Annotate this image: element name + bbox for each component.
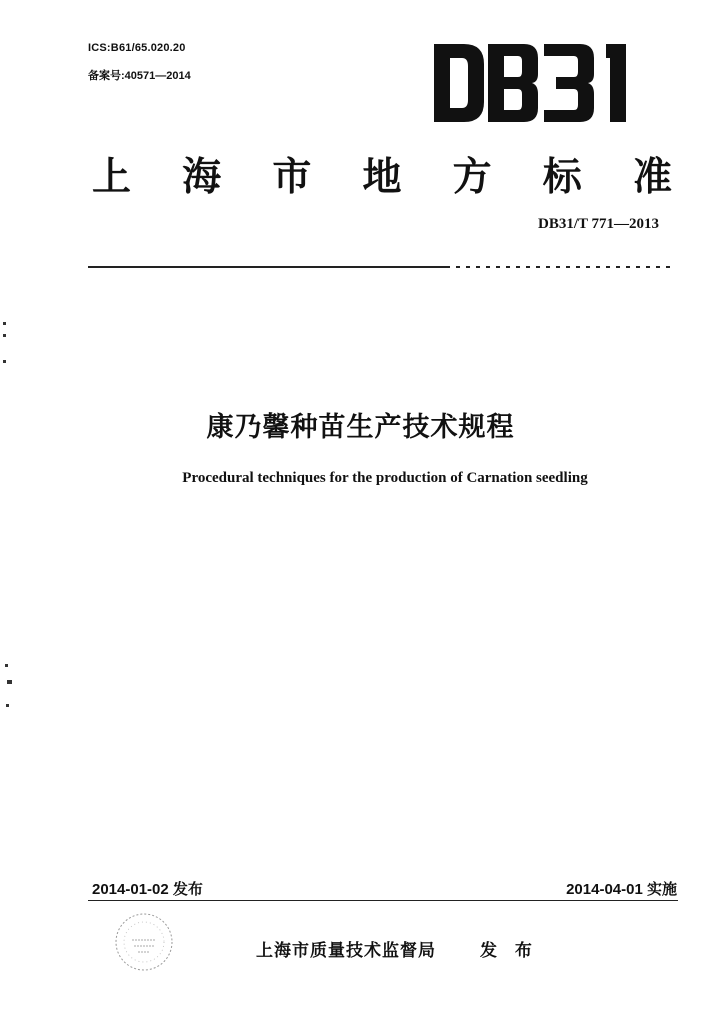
publisher-name: 上海市质量技术监督局 (256, 941, 436, 961)
scan-mark (3, 360, 6, 363)
standard-type-char: 方 (452, 155, 492, 200)
scan-mark (6, 704, 9, 707)
scan-mark (3, 334, 6, 337)
implementation-date: 2014-04-01 实施 (566, 881, 677, 898)
official-seal (112, 910, 176, 974)
standard-type-char: 地 (362, 155, 402, 200)
standard-type-title (92, 146, 672, 202)
record-number: 备案号:40571—2014 (88, 70, 191, 82)
ics-code: ICS:B61/65.020.20 (88, 42, 186, 54)
issue-date: 2014-01-02 发布 (92, 881, 203, 898)
header-divider-dashes (450, 266, 676, 268)
standard-type-char: 标 (542, 155, 582, 200)
standard-type-char: 市 (272, 155, 312, 200)
scan-mark (5, 664, 8, 667)
db31-logo (434, 40, 638, 126)
standard-type-char: 上 (92, 155, 132, 200)
document-title: 康乃馨种苗生产技术规程 (206, 412, 515, 443)
scan-mark (7, 680, 12, 684)
standard-type-char: 准 (632, 155, 672, 200)
standard-number: DB31/T 771—2013 (538, 216, 659, 232)
scan-mark (3, 322, 6, 325)
footer-divider (88, 900, 678, 901)
publish-label: 发 布 (480, 941, 538, 961)
standard-type-char: 海 (182, 155, 222, 200)
document-title-english: Procedural techniques for the production of Carnation seedling (182, 470, 588, 486)
